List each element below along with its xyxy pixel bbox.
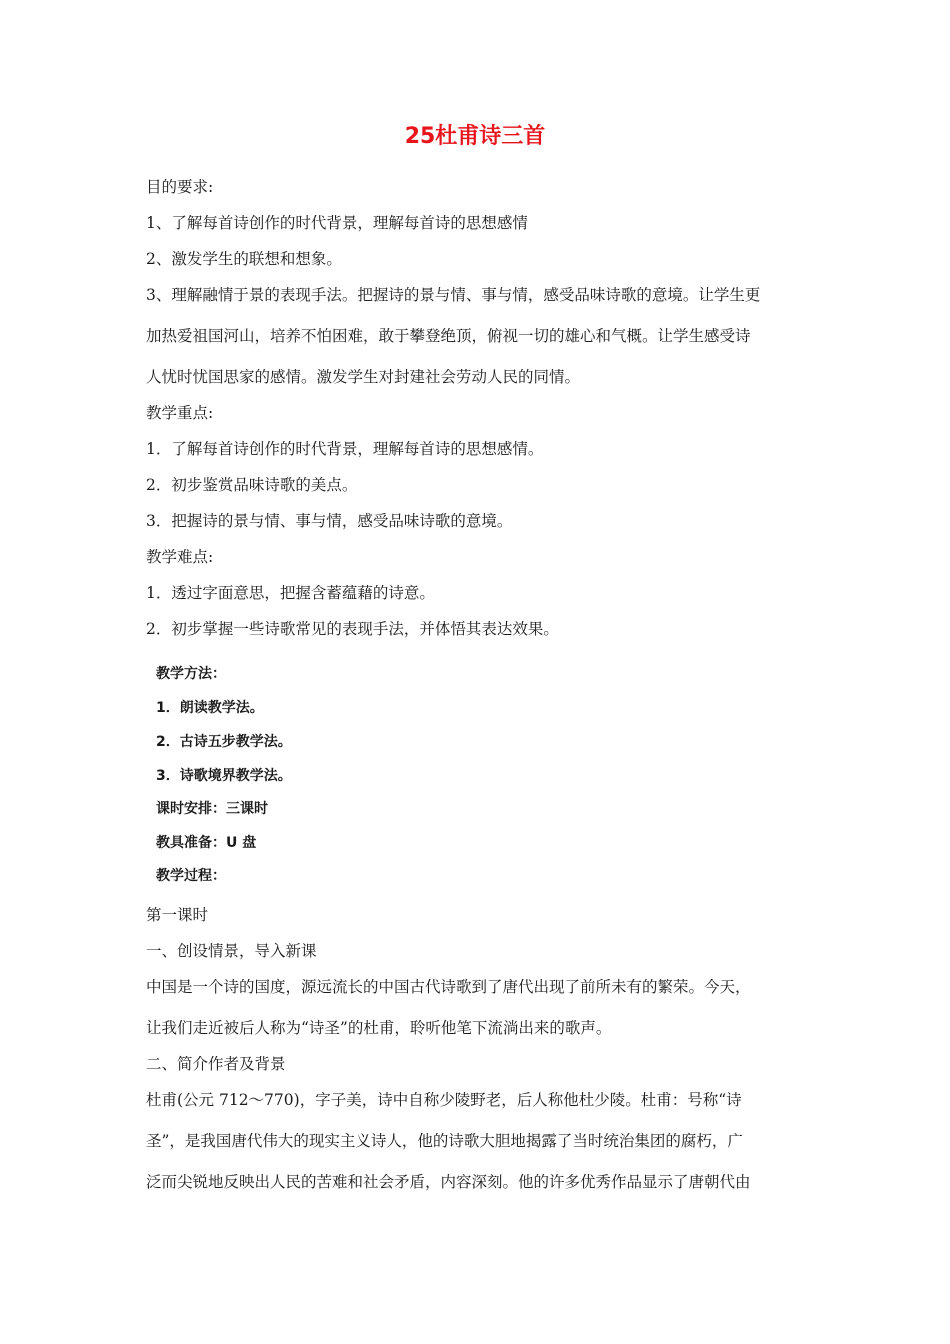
goals-item-1: 1、了解每首诗创作的时代背景，理解每首诗的思想感情 (146, 214, 528, 232)
section-2-line-1: 杜甫(公元 712～770)，字子美，诗中自称少陵野老，后人称他杜少陵。杜甫：号称“诗 (146, 1091, 742, 1109)
schedule-line: 课时安排：三课时 (156, 801, 268, 817)
section-2-line-2: 圣”，是我国唐代伟大的现实主义诗人，他的诗歌大胆地揭露了当时统治集团的腐朽，广 (146, 1132, 743, 1150)
difficulties-heading: 教学难点: (146, 548, 214, 566)
tools-line: 教具准备：U 盘 (156, 835, 257, 851)
difficulties-item-2: 2．初步掌握一些诗歌常见的表现手法，并体悟其表达效果。 (146, 620, 559, 638)
section-1-line-2: 让我们走近被后人称为“诗圣”的杜甫，聆听他笔下流淌出来的歌声。 (146, 1019, 612, 1037)
goals-item-3-line-3: 人忧时忧国思家的感情。激发学生对封建社会劳动人民的同情。 (146, 368, 581, 386)
goals-item-3-line-2: 加热爱祖国河山，培养不怕困难，敢于攀登绝顶，俯视一切的雄心和气概。让学生感受诗 (146, 327, 751, 345)
section-1-line-1: 中国是一个诗的国度，源远流长的中国古代诗歌到了唐代出现了前所未有的繁荣。今天， (146, 978, 751, 996)
methods-item-3: 3．诗歌境界教学法。 (156, 768, 292, 784)
lesson-1-heading: 第一课时 (146, 906, 209, 924)
goals-item-3-line-1: 3、理解融情于景的表现手法。把握诗的景与情、事与情，感受品味诗歌的意境。让学生更 (146, 286, 761, 304)
key-points-item-3: 3．把握诗的景与情、事与情，感受品味诗歌的意境。 (146, 512, 513, 530)
methods-heading: 教学方法： (156, 666, 226, 682)
goals-item-2: 2、激发学生的联想和想象。 (146, 250, 342, 268)
section-1-heading: 一、创设情景，导入新课 (146, 942, 317, 960)
page-title: 25杜甫诗三首 (404, 124, 546, 149)
methods-item-2: 2．古诗五步教学法。 (156, 734, 292, 750)
methods-item-1: 1．朗读教学法。 (156, 700, 264, 716)
section-2-line-3: 泛而尖锐地反映出人民的苦难和社会矛盾，内容深刻。他的许多优秀作品显示了唐朝代由 (146, 1173, 751, 1191)
difficulties-item-1: 1．透过字面意思，把握含蓄蕴藉的诗意。 (146, 584, 435, 602)
key-points-heading: 教学重点: (146, 404, 214, 422)
key-points-item-1: 1．了解每首诗创作的时代背景，理解每首诗的思想感情。 (146, 440, 544, 458)
process-heading: 教学过程： (156, 868, 226, 884)
section-2-heading: 二、简介作者及背景 (146, 1055, 286, 1073)
key-points-item-2: 2．初步鉴赏品味诗歌的美点。 (146, 476, 358, 494)
goals-heading: 目的要求: (146, 178, 214, 196)
